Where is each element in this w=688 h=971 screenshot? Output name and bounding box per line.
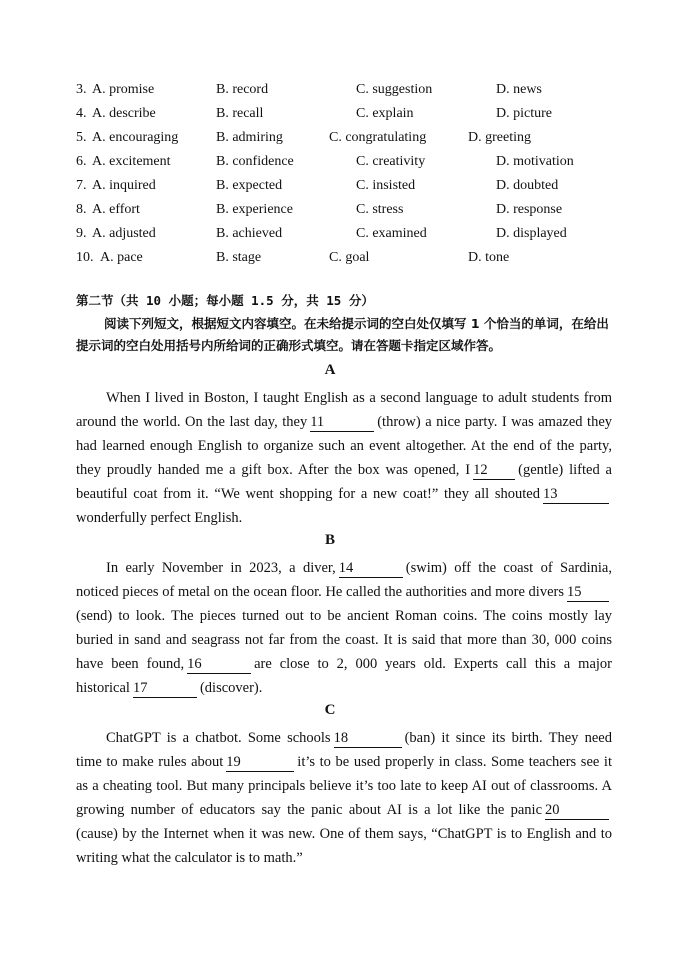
option-a: A. pace: [100, 250, 143, 265]
option-d: D. doubted: [496, 178, 559, 193]
option-a: A. describe: [92, 106, 156, 121]
question-number: 8.: [76, 202, 87, 217]
option-d: D. displayed: [496, 226, 567, 241]
passage-b-title: B: [324, 532, 335, 548]
option-a: A. excitement: [92, 154, 171, 169]
option-b: B. expected: [216, 178, 283, 193]
question-number: 10.: [76, 250, 94, 265]
option-c: C. congratulating: [329, 130, 427, 145]
blank-11: 11: [310, 413, 374, 432]
passage-a: When I lived in Boston, I taught English as a second language to adult students from around the world. On the last day, they 11 (throw) a nice party. I was amazed they had learned enough English to organize such an event altogether. At the end of the party, they proudly handed me a gift box. After the box was opened, I 12 (gentle) lifted a beautiful coat from it. “We went shopping for a new coat!” they all shouted 13wonderfully perfect English.: [76, 390, 612, 526]
option-c: C. stress: [356, 202, 404, 217]
passage-c: ChatGPT is a chatbot. Some schools 18 (ban) it since its birth. They need time to make rules about 19 it’s to be used properly in class. Some teachers see it as a cheating tool. But many principals believe it’s too late to keep AI out of classrooms. A growing number of educators say the panic about AI is a lot like the panic 20(cause) by the Internet when it was new. One of them says, “ChatGPT is to English and to writing what the calculator is to math.”: [76, 730, 612, 866]
blank-16: 16: [187, 655, 251, 674]
option-c: C. suggestion: [356, 82, 433, 97]
option-b: B. achieved: [216, 226, 283, 241]
option-c: C. goal: [329, 250, 370, 265]
passage-c-title: C: [324, 702, 336, 718]
option-c: C. creativity: [356, 154, 426, 169]
question-number: 7.: [76, 178, 87, 193]
option-a: A. effort: [92, 202, 140, 217]
section-instruction: [76, 313, 614, 357]
blank-15: 15: [567, 583, 609, 602]
blank-19: 19: [226, 753, 294, 772]
option-d: D. response: [496, 202, 563, 217]
question-number: 5.: [76, 130, 87, 145]
option-a: A. inquired: [92, 178, 156, 193]
option-b: B. confidence: [216, 154, 294, 169]
option-d: D. greeting: [468, 130, 531, 145]
instruction-text: 阅读下列短文，根据短文内容填空。在未给提示词的空白处仅填写 1 个恰当的单词，在给出提示词的空白处用括号内所给词的正确形式填空。请在答题卡指定区域作答。: [76, 316, 609, 353]
section-heading: 第二节（共 10 小题；每小题 1.5 分，共 15 分）: [76, 293, 374, 308]
option-b: B. experience: [216, 202, 293, 217]
option-c: C. explain: [356, 106, 414, 121]
option-a: A. adjusted: [92, 226, 156, 241]
question-number: 3.: [76, 82, 87, 97]
question-number: 6.: [76, 154, 87, 169]
blank-12: 12: [473, 461, 515, 480]
blank-13: 13: [543, 485, 609, 504]
passage-a-title: A: [324, 362, 336, 378]
option-a: A. encouraging: [92, 130, 179, 145]
option-b: B. record: [216, 82, 269, 97]
option-b: B. recall: [216, 106, 264, 121]
question-number: 4.: [76, 106, 87, 121]
option-d: D. tone: [468, 250, 510, 265]
option-d: D. news: [496, 82, 542, 97]
passage-b: In early November in 2023, a diver, 14 (swim) off the coast of Sardinia, noticed pieces of metal on the ocean floor. He called the authorities and more divers 15(send) to look. The pieces turned out to be ancient Roman coins. The coins mostly lay buried in sand and seagrass not far from the coast. It is said that more than 30, 000 coins have been found, 16 are close to 2, 000 years old. Experts call this a major historical 17 (discover).: [76, 560, 612, 696]
option-b: B. stage: [216, 250, 262, 265]
option-c: C. examined: [356, 226, 427, 241]
option-c: C. insisted: [356, 178, 416, 193]
option-b: B. admiring: [216, 130, 283, 145]
blank-20: 20: [545, 801, 609, 820]
blank-14: 14: [339, 559, 403, 578]
option-d: D. motivation: [496, 154, 574, 169]
blank-17: 17: [133, 679, 197, 698]
option-d: D. picture: [496, 106, 552, 121]
blank-18: 18: [334, 729, 402, 748]
option-a: A. promise: [92, 82, 155, 97]
question-number: 9.: [76, 226, 87, 241]
